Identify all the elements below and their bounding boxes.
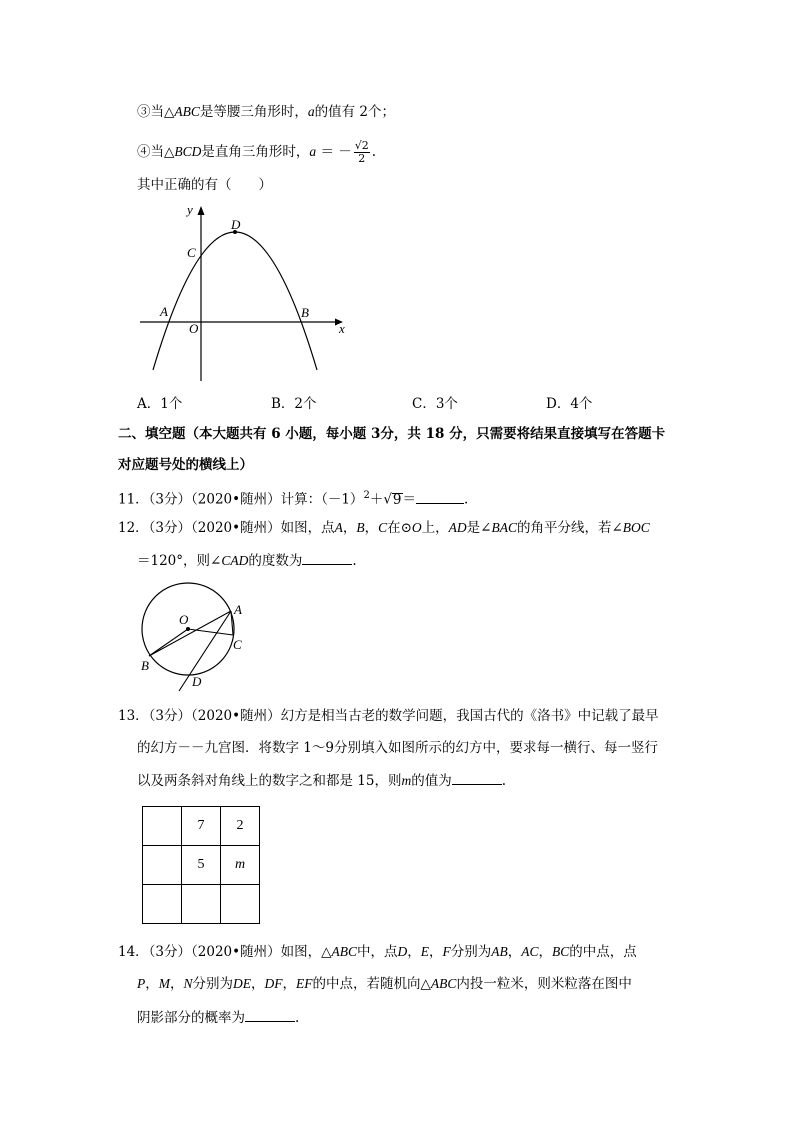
label-D: D — [231, 217, 241, 232]
cell — [143, 885, 182, 924]
section2-title-line2: 对应题号处的横线上） — [118, 457, 253, 473]
choice-c: C．3个 — [412, 396, 458, 412]
section2-title-line1: 二、填空题（本大题共有 6 小题，每小题 3分，共 18 分，只需要将结果直接填写在答题卡 — [118, 426, 666, 442]
cell — [182, 885, 221, 924]
segment-OC — [188, 629, 233, 635]
answer-blank[interactable] — [245, 1007, 295, 1022]
y-axis-arrow-icon — [198, 206, 205, 215]
label-C: C — [233, 637, 242, 652]
circle-figure — [135, 585, 265, 695]
label-B: B — [301, 305, 309, 320]
choice-b: B．2个 — [271, 396, 317, 412]
parabola-curve — [153, 232, 317, 370]
label-A: A — [160, 304, 168, 319]
q14-line2: P，M，N分别为DE，DF，EF的中点，若随机向△ABC内投一粒米，则米粒落在图中 — [137, 976, 632, 992]
answer-blank[interactable] — [302, 550, 352, 565]
choice-a: A．1个 — [137, 396, 183, 412]
answer-blank[interactable] — [416, 489, 464, 504]
cell: 5 — [182, 846, 221, 885]
label-x: x — [339, 321, 345, 336]
cell: 7 — [182, 807, 221, 846]
cell: m — [221, 846, 260, 885]
center-point — [186, 627, 190, 631]
parabola-graph — [135, 198, 355, 388]
segment-OB — [149, 629, 188, 656]
label-C: C — [187, 245, 196, 260]
q12-line2: ＝120°，则∠CAD的度数为 . — [137, 550, 357, 571]
label-y: y — [187, 202, 193, 217]
label-O: O — [179, 612, 189, 627]
q10-item3: ③当△ABC是等腰三角形时，a的值有 2个； — [137, 104, 396, 120]
label-B: B — [141, 658, 149, 673]
label-O: O — [189, 321, 199, 336]
cell: 2 — [221, 807, 260, 846]
label-D: D — [192, 674, 202, 689]
q14-line1: 14．（3分）（2020•随州）如图，△ABC中，点D，E，F分别为AB，AC，BC的中点，点 — [118, 944, 637, 960]
choice-d: D．4个 — [546, 396, 593, 412]
q13-line3: 以及两条斜对角线上的数字之和都是 15，则m的值为 . — [137, 770, 506, 791]
cell — [143, 807, 182, 846]
cell — [143, 846, 182, 885]
q10-item4: ④当△BCD是直角三角形时，a ＝ － $\frac{√2}{2}$ . — [137, 139, 377, 165]
q13-line1: 13．（3分）（2020•随州）幻方是相当古老的数学问题，我国古代的《洛书》中记载了最早 — [118, 708, 659, 724]
answer-blank[interactable] — [452, 770, 502, 785]
fraction-sqrt2-over-2: $\frac{√2}{2}$ — [354, 139, 369, 165]
q14-line3: 阴影部分的概率为 . — [137, 1007, 299, 1028]
magic-square — [142, 806, 260, 924]
q12-line1: 12．（3分）（2020•随州）如图，点A，B，C在⊙O上，AD是∠BAC的角平分线，若∠BOC — [118, 520, 650, 536]
label-A: A — [234, 602, 242, 617]
q10-question: 其中正确的有（ ） — [137, 177, 272, 193]
cell — [221, 885, 260, 924]
q13-line2: 的幻方－－九宫图．将数字 1～9分别填入如图所示的幻方中，要求每一横行、每一竖行 — [137, 740, 658, 756]
q11: 11．（3分）（2020•随州）计算：$(-1)^2+√9=$ . — [118, 490, 469, 508]
